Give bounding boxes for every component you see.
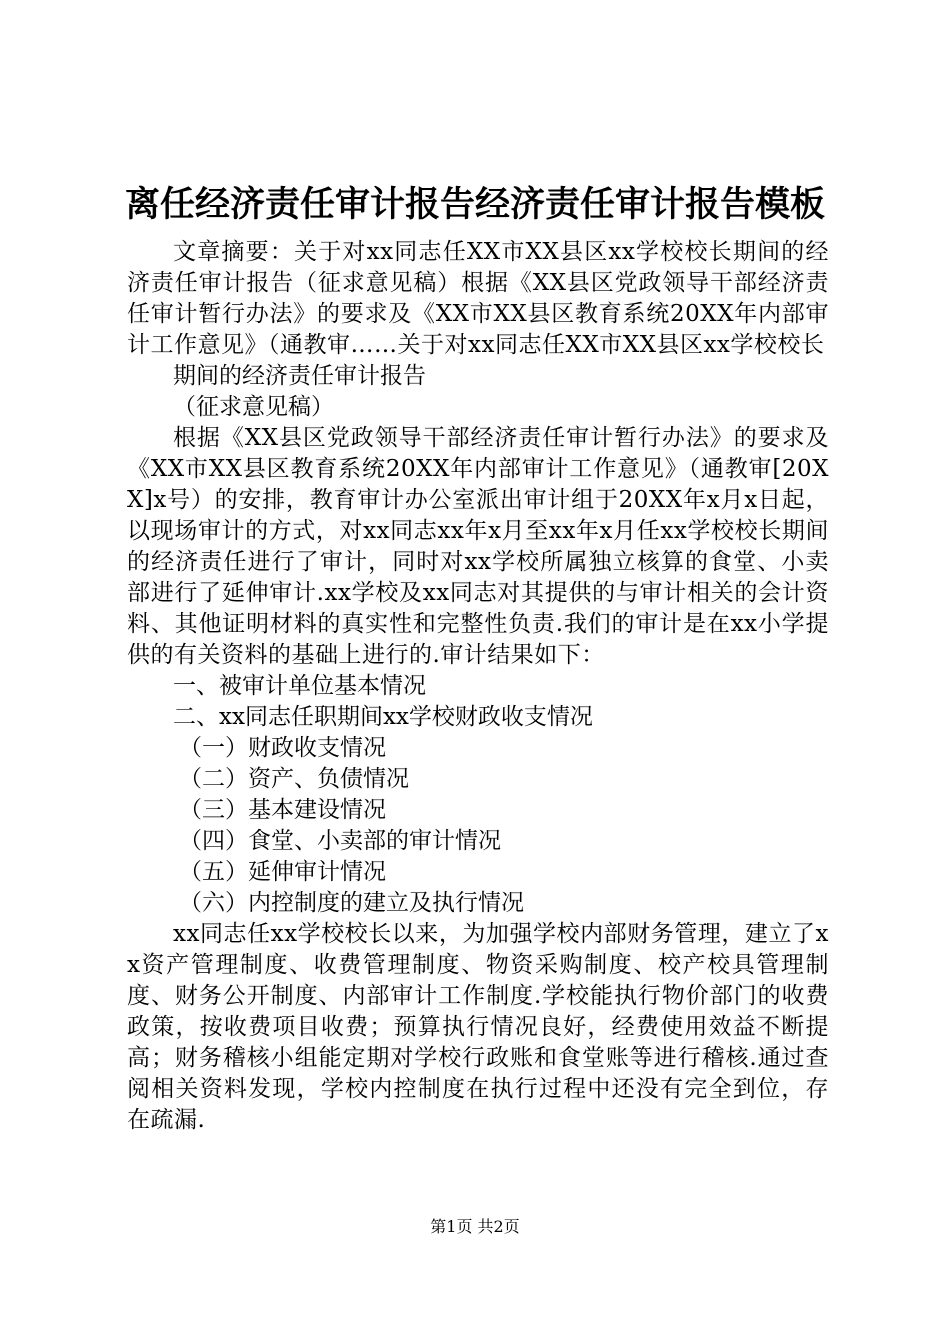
- body-paragraph-1: 根据《XX县区党政领导干部经济责任审计暂行办法》的要求及《XX市XX县区教育系统20XX年内部审计工作意见》（通教审[20XX]x号）的安排，教育审计办公室派出审计组于20XX年x月x日起，以现场审计的方式，对xx同志xx年x月至xx年x月任xx学校校长期间的经济责任进行了审计，同时对xx学校所属独立核算的食堂、小卖部进行了延伸审计.xx学校及xx同志对其提供的与审计相关的会计资料、其他证明材料的真实性和完整性负责.我们的审计是在xx小学提供的有关资料的基础上进行的.审计结果如下：: [127, 425, 829, 668]
- page-footer: 第1页 共2页: [430, 1217, 520, 1236]
- list-item-4: （四）食堂、小卖部的审计情况: [179, 828, 501, 854]
- body-paragraph-2: xx同志任xx学校校长以来，为加强学校内部财务管理，建立了xx资产管理制度、收费管理制度、物资采购制度、校产校具管理制度、财务公开制度、内部审计工作制度.学校能执行物价部门的收费政策，按收费项目收费；预算执行情况良好，经费使用效益不断提高；财务稽核小组能定期对学校行政账和食堂账等进行稽核.通过查阅相关资料发现，学校内控制度在执行过程中还没有完全到位，存在疏漏.: [127, 921, 829, 1133]
- list-item-5: （五）延伸审计情况: [179, 859, 386, 885]
- report-subtitle: 期间的经济责任审计报告: [173, 363, 426, 389]
- list-item-6: （六）内控制度的建立及执行情况: [179, 890, 524, 916]
- list-item-1: （一）财政收支情况: [179, 735, 386, 761]
- document-title: 离任经济责任审计报告经济责任审计报告模板: [124, 184, 825, 225]
- section-heading-1: 一、被审计单位基本情况: [173, 673, 426, 699]
- abstract-paragraph: 文章摘要：关于对xx同志任XX市XX县区xx学校校长期间的经济责任审计报告（征求意见稿）根据《XX县区党政领导干部经济责任审计暂行办法》的要求及《XX市XX县区教育系统20XX年内部审计工作意见》（通教审……关于对xx同志任XX市XX县区xx学校校长: [127, 239, 829, 358]
- draft-note: （征求意见稿）: [173, 394, 334, 420]
- document-body: [127, 237, 829, 1136]
- list-item-2: （二）资产、负债情况: [179, 766, 409, 792]
- section-heading-2: 二、xx同志任职期间xx学校财政收支情况: [173, 704, 593, 730]
- list-item-3: （三）基本建设情况: [179, 797, 386, 823]
